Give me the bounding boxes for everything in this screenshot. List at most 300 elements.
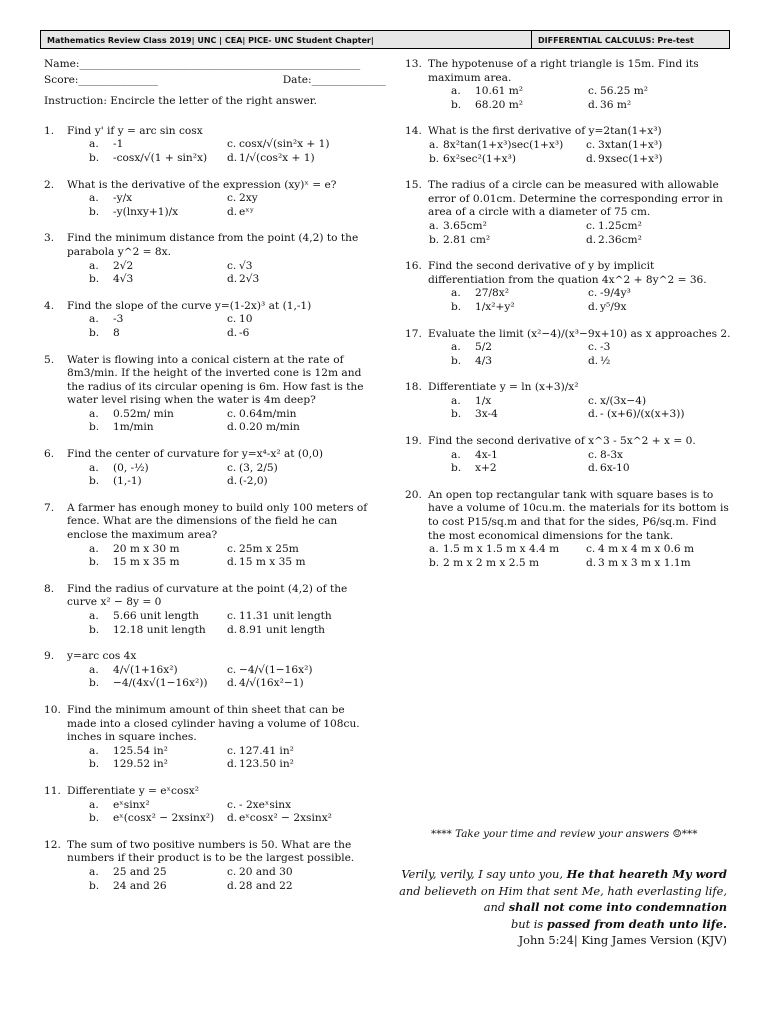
choice-a [89,192,227,206]
choice-letter: d. [227,812,238,825]
question-19 [405,435,727,476]
choice-text: 2xy [239,192,258,205]
choice-text: 25 and 25 [113,865,167,878]
answer-choices [405,395,727,422]
choice-letter: d. [586,233,597,246]
choice-text: x/(3x−4) [600,394,647,407]
choice-text: 1m/min [113,421,154,434]
choice-letter: b. [451,408,462,421]
choice-c [227,866,387,880]
choice-letter: a. [451,85,461,98]
choice-c [227,408,387,422]
choice-letter: a. [451,448,461,461]
choice-d [586,557,736,571]
header-bar [40,30,730,49]
choice-letter: a. [89,610,99,622]
choice-letter: b. [429,233,440,246]
question-13 [405,58,727,112]
question-text [44,583,364,610]
choice-text: 3x-4 [475,408,498,421]
choice-text: - (x+6)/(x(x+3)) [600,408,685,421]
question-line: area of a circle with a diameter of 75 cm. [428,206,651,219]
question-line: What is the derivative of the expression (xy)ˣ = e? [67,178,337,191]
choice-text: 0.52m/ min [113,407,174,420]
choice-d [227,758,387,772]
choice-letter: a. [89,798,99,811]
header-test-title: DIFFERENTIAL CALCULUS: Pre-test [531,31,728,48]
verse-text: Verily, verily, I say unto you, [401,867,567,881]
choice-a [451,85,588,99]
question-line: water level rising when the water is 4m deep? [67,394,316,407]
date-field: Date:______________ [282,73,386,86]
choice-text: -y/x [113,192,133,205]
question-9 [44,650,364,691]
question-number: 14. [405,125,422,138]
choice-letter: a. [89,259,99,272]
question-6 [44,448,364,489]
choice-d [227,812,387,826]
right-column [405,58,731,583]
question-8 [44,583,364,637]
choice-letter: c. [227,744,237,757]
choice-text: 27/8x² [475,287,510,300]
question-10 [44,704,364,772]
choice-text: −4/(4x√(1−16x²)) [113,677,208,690]
choice-letter: a. [89,865,99,878]
question-12 [44,839,364,893]
choice-text: eˣʸ [239,205,255,218]
choice-text: 1.25cm² [598,219,642,232]
question-line: differentiation from the quation 4x^2 + 8y^2 = 36. [428,273,707,286]
verse-emphasis: shall not come into condemnation [508,900,727,914]
question-line: The radius of a circle can be measured with allowable [428,179,719,192]
choice-letter: a. [451,394,461,407]
choice-c [227,799,387,813]
instruction: Instruction: Encircle the letter of the right answer. [44,95,318,108]
choice-text: 15 m x 35 m [239,556,306,569]
question-16 [405,260,727,314]
question-text [405,260,727,287]
question-line: Differentiate y = eˣcosx² [67,784,200,797]
choice-letter: d. [227,151,238,164]
name-line: Name:_____________________________________________________ [44,58,361,70]
choice-letter: b. [451,300,462,313]
choice-text: 2 m x 2 m x 2.5 m [443,556,539,569]
choice-d [227,556,387,570]
choice-letter: c. [588,287,598,300]
choice-text: 0.20 m/min [239,421,300,434]
question-4 [44,300,364,341]
choice-letter: a. [451,341,461,354]
choice-letter: c. [586,219,596,232]
question-number: 19. [405,435,422,448]
choice-text: 0.64m/min [239,407,297,420]
question-line: y=arc cos 4x [67,650,137,663]
choice-letter: b. [89,205,100,218]
choice-letter: b. [89,623,100,636]
choice-letter: c. [586,543,596,556]
answer-choices [405,85,727,112]
choice-letter: d. [227,475,238,488]
choice-a [89,313,227,327]
question-line: the radius of its circular opening is 6m. How fast is the [67,380,364,393]
answer-choices [44,610,364,637]
answer-choices [405,139,727,166]
choice-letter: b. [89,421,100,434]
choice-d [227,880,387,894]
choice-letter: d. [227,273,238,286]
choice-c [227,745,387,759]
verse-text: but is [510,916,547,931]
choice-c [586,139,736,153]
answer-choices [44,543,364,570]
question-line: The hypotenuse of a right triangle is 15m. Find its [428,58,699,70]
choice-letter: c. [227,192,237,205]
question-text [44,785,364,799]
choice-text: 1/x [475,394,492,407]
question-text [405,125,727,139]
choice-d [588,301,738,315]
choice-letter: b. [89,326,100,339]
choice-text: y⁵/9x [600,300,627,313]
question-text [405,327,731,342]
choice-letter: b. [429,152,440,165]
choice-b [89,758,227,772]
question-number: 15. [405,179,422,192]
choice-b [429,557,586,571]
question-text [44,232,364,259]
choice-text: 3 m x 3 m x 1.1m [598,556,691,569]
question-text [44,179,364,193]
question-line: Find the second derivative of x^3 - 5x^2 + x = 0. [428,435,696,448]
choice-text: 4√3 [113,273,134,286]
choice-b [89,421,227,435]
choice-letter: d. [586,152,597,165]
choice-letter: b. [451,462,462,475]
choice-text: eˣ(cosx² − 2xsinx²) [113,812,215,825]
choice-a [89,462,227,476]
choice-text: (3, 2/5) [239,461,278,474]
verse-text: and [483,900,509,914]
score-date-line [44,73,386,88]
choice-b [451,355,588,369]
footer-note: **** Take your time and review your answers ☺*** [431,828,698,840]
question-line: fence. What are the dimensions of the field he can [67,515,338,528]
question-number: 8. [44,582,55,595]
choice-letter: b. [89,475,100,488]
choice-text: 8.91 unit length [239,623,325,636]
choice-c [227,543,387,557]
question-2 [44,179,364,220]
choice-text: 68.20 m² [475,98,523,111]
choice-letter: b. [451,354,462,367]
choice-b [451,408,588,422]
verse-line [399,883,727,900]
choice-d [227,475,387,489]
choice-b [89,556,227,570]
choice-text: 15 m x 35 m [113,556,180,569]
choice-text: -3 [113,313,124,326]
choice-text: - 2xeˣsinx [239,798,292,811]
header-course-title: Mathematics Review Class 2019| UNC | CEA| PICE- UNC Student Chapter| [47,36,374,45]
choice-text: 11.31 unit length [239,610,332,622]
choice-letter: c. [227,138,237,151]
choice-text: 8 [113,326,120,339]
choice-letter: d. [227,677,238,690]
question-number: 6. [44,448,55,461]
answer-choices [405,543,727,570]
choice-b [429,234,586,248]
choice-text: 123.50 in² [239,758,294,771]
choice-text: (0, -½) [113,461,149,474]
choice-d [227,152,387,166]
choice-letter: c. [586,138,596,151]
choice-text: −4/√(1−16x²) [239,663,313,676]
choice-letter: c. [227,865,237,878]
choice-text: 5/2 [475,341,493,354]
choice-letter: d. [227,623,238,636]
choice-letter: d. [588,300,599,313]
choice-a [451,395,588,409]
left-column [44,58,386,906]
answer-choices [405,341,727,368]
choice-letter: d. [586,556,597,569]
choice-text: 6x²sec²(1+x³) [443,152,516,165]
question-text [44,839,364,866]
question-number: 2. [44,178,55,191]
choice-text: 25m x 25m [239,542,299,555]
answer-choices [44,138,364,165]
choice-letter: c. [588,394,598,407]
choice-b [451,301,588,315]
answer-choices [44,745,364,772]
choice-d [586,153,736,167]
question-number: 11. [44,784,61,797]
choice-c [227,462,387,476]
choice-c [588,287,738,301]
choice-text: 4/√(1+16x²) [113,663,178,676]
answer-choices [44,462,364,489]
choice-text: 5.66 unit length [113,610,199,622]
choice-letter: c. [227,798,237,811]
choice-text: -6 [239,326,250,339]
question-text [44,448,364,462]
verse-line [399,916,727,933]
choice-a [429,139,586,153]
choice-c [227,260,387,274]
question-line: What is the first derivative of y=2tan(1+x³) [428,125,662,138]
question-text [405,179,727,220]
choice-letter: d. [588,98,599,111]
choice-letter: d. [227,556,238,569]
choice-letter: a. [89,407,99,420]
question-line: Evaluate the limit (x²−4)/(x³−9x+10) as x approaches 2. [428,327,731,340]
choice-text: eˣcosx² − 2xsinx² [239,812,332,825]
choice-d [586,234,736,248]
choice-text: 8x²tan(1+x³)sec(1+x³) [443,138,564,151]
choice-letter: b. [89,812,100,825]
choice-letter: c. [227,407,237,420]
verse-text: and believeth on Him that sent Me, hath everlasting life, [399,883,727,898]
answer-choices [405,287,727,314]
question-number: 17. [405,327,422,340]
choice-a [89,408,227,422]
choice-a [89,138,227,152]
choice-letter: a. [89,461,99,474]
choice-text: 10.61 m² [475,85,523,98]
choice-text: 36 m² [600,98,632,111]
choice-d [227,624,387,638]
choice-text: 1.5 m x 1.5 m x 4.4 m [443,543,560,556]
choice-text: 20 and 30 [239,865,293,878]
question-line: A farmer has enough money to build only 100 meters of [67,501,368,514]
question-number: 12. [44,838,61,851]
verse-emphasis: passed from death unto life. [546,916,727,931]
question-text [44,704,364,745]
choice-letter: b. [89,556,100,569]
choice-text: ½ [600,354,611,367]
choice-letter: c. [588,85,598,98]
question-line: maximum area. [428,71,512,84]
choice-b [89,206,227,220]
question-1 [44,125,364,166]
question-11 [44,785,364,826]
choice-text: 129.52 in² [113,758,168,771]
choice-a [89,664,227,678]
question-number: 20. [405,488,422,501]
answer-choices [44,799,364,826]
choice-letter: c. [227,542,237,555]
choice-text: 4/√(16x²−1) [239,677,304,690]
choice-text: 12.18 unit length [113,623,206,636]
answer-choices [44,664,364,691]
answer-choices [405,220,727,247]
verse-line [399,866,727,883]
choice-text: 24 and 26 [113,879,167,892]
question-line: The sum of two positive numbers is 50. What are the [67,838,352,851]
choice-text: cosx/√(sin²x + 1) [239,138,330,151]
answer-choices [44,192,364,219]
choice-letter: d. [227,758,238,771]
choice-c [227,610,387,624]
choice-letter: d. [588,462,599,475]
choice-d [227,273,387,287]
choice-a [89,260,227,274]
question-line: to cost P15/sq.m and that for the sides, P6/sq.m. Find [428,516,717,529]
question-line: have a volume of 10cu.m. the materials for its bottom is [428,502,729,515]
choice-b [89,812,227,826]
choice-text: 6x-10 [600,462,630,475]
choice-text: 8-3x [600,448,624,461]
choice-text: -cosx/√(1 + sin²x) [113,151,208,164]
question-line: Differentiate y = ln (x+3)/x² [428,381,579,394]
choice-d [588,408,738,422]
question-number: 9. [44,650,55,663]
question-line: Find the second derivative of y by implicit [428,260,655,273]
question-text [405,435,727,449]
question-line: Find the minimum distance from the point (4,2) to the [67,232,359,245]
verse-reference: John 5:24| King James Version (KJV) [518,933,727,947]
choice-letter: b. [89,273,100,286]
choice-text: √3 [239,259,253,272]
question-line: inches in square inches. [67,731,197,744]
question-line: error of 0.01cm. Determine the corresponding error in [428,192,723,205]
question-line: parabola y^2 = 8x. [67,245,172,258]
choice-a [89,799,227,813]
choice-b [89,327,227,341]
choice-letter: c. [227,610,237,622]
choice-letter: a. [89,542,99,555]
choice-letter: c. [588,448,598,461]
choice-a [429,543,586,557]
bible-verse [399,866,727,949]
question-text [405,58,727,85]
choice-text: -y(lnxy+1)/x [113,205,179,218]
choice-text: 9xsec(1+x³) [598,152,663,165]
choice-c [588,341,738,355]
choice-a [451,287,588,301]
choice-c [227,313,387,327]
question-number: 4. [44,299,55,312]
question-17 [405,327,731,369]
choice-letter: d. [227,879,238,892]
question-line: Find the center of curvature for y=x⁴-x² at (0,0) [67,448,324,461]
question-15 [405,179,727,247]
choice-letter: c. [588,341,598,354]
choice-b [89,152,227,166]
choice-text: 4x-1 [475,448,498,461]
choice-letter: a. [89,313,99,326]
choice-text: -1 [113,138,124,151]
verse-emphasis: He that heareth My word [566,867,727,881]
choice-text: -3 [600,341,611,354]
choice-text: -9/4y³ [600,287,631,300]
choice-d [227,327,387,341]
question-line: numbers if their product is to be the largest possible. [67,852,355,865]
choice-letter: b. [89,677,100,690]
question-line: Water is flowing into a conical cistern at the rate of [67,353,344,366]
choice-letter: d. [227,326,238,339]
choice-letter: d. [227,421,238,434]
choice-text: (-2,0) [239,475,268,488]
choice-c [227,664,387,678]
choice-a [89,745,227,759]
question-number: 13. [405,58,422,70]
choice-text: x+2 [475,462,497,475]
choice-letter: a. [89,744,99,757]
question-3 [44,232,364,286]
choice-letter: c. [227,461,237,474]
choice-letter: b. [429,556,440,569]
choice-a [451,341,588,355]
question-line: Find the slope of the curve y=(1-2x)³ at (1,-1) [67,299,312,312]
choice-text: (1,-1) [113,475,142,488]
choice-text: 2.81 cm² [443,233,491,246]
question-number: 1. [44,124,55,137]
choice-letter: a. [89,663,99,676]
choice-b [89,624,227,638]
question-number: 5. [44,353,55,366]
choice-text: 1/x²+y² [475,300,515,313]
choice-c [227,192,387,206]
question-number: 18. [405,381,422,394]
question-text [44,501,368,543]
choice-text: 3.65cm² [443,219,487,232]
question-18 [405,381,727,422]
choice-letter: a. [89,138,99,151]
choice-letter: a. [429,138,439,151]
answer-choices [44,866,364,893]
